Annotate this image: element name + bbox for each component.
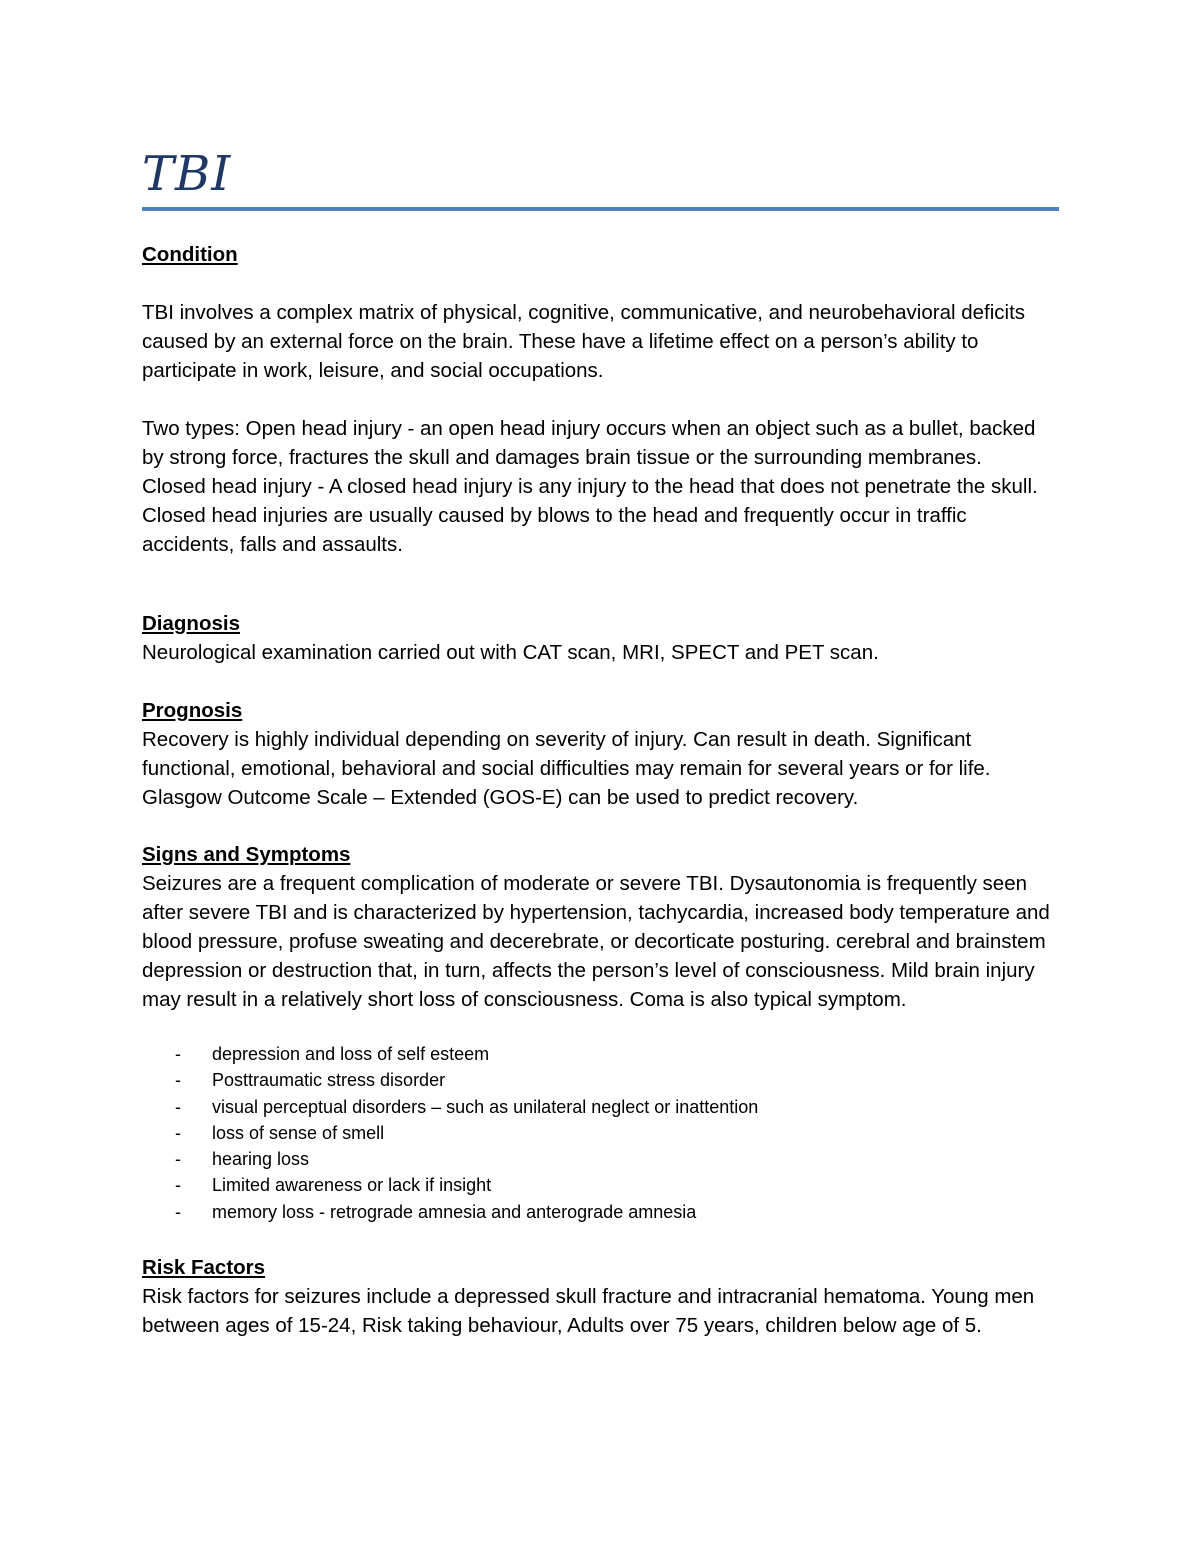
dash-bullet: - (175, 1149, 181, 1170)
diagnosis-heading: Diagnosis (142, 612, 240, 635)
document-title: TBI (142, 146, 232, 202)
symptoms-list (142, 1041, 1042, 1225)
condition-paragraph-1: TBI involves a complex matrix of physical, cognitive, communicative, and neurobehavioral deficits caused by an external force on the brain. These have a lifetime effect on a person’s ability to participate in work, leisure, and social occupations. (142, 301, 1026, 382)
list-item: - visual perceptual disorders – such as unilateral neglect or inattention (142, 1094, 1042, 1120)
list-item: - loss of sense of smell (142, 1120, 1042, 1146)
signs-heading: Signs and Symptoms (142, 843, 351, 866)
list-item: - depression and loss of self esteem (142, 1041, 1042, 1067)
list-item: - hearing loss (142, 1146, 1042, 1172)
dash-bullet: - (175, 1175, 181, 1196)
dash-bullet: - (175, 1096, 181, 1117)
list-item: - memory loss - retrograde amnesia and anterograde amnesia (142, 1199, 1042, 1225)
dash-bullet: - (175, 1122, 181, 1143)
dash-bullet: - (175, 1201, 181, 1222)
signs-section (142, 840, 1062, 1014)
prognosis-heading: Prognosis (142, 699, 243, 722)
risk-section (142, 1253, 1062, 1340)
prognosis-text: Recovery is highly individual depending on severity of injury. Can result in death. Significant functional, emotional, behavioral and social difficulties may remain for several years or for life. Glasgow Outcome Scale – Extended (GOS-E) can be used to predict recovery. (142, 728, 991, 809)
signs-text: Seizures are a frequent complication of moderate or severe TBI. Dysautonomia is frequently seen after severe TBI and is characterized by hypertension, tachycardia, increased body temperature and blood pressure, profuse sweating and decerebrate, or decorticate posturing. cerebral and brainstem depression or destruction that, in turn, affects the person’s level of consciousness. Mild brain injury may result in a relatively short loss of consciousness. Coma is also typical symptom. (142, 872, 1050, 1011)
condition-paragraph-3: Closed head injury - A closed head injury is any injury to the head that does not penetrate the skull. Closed head injuries are usually caused by blows to the head and frequently occur in traffic accidents, falls and assaults. (142, 475, 1038, 556)
condition-section (142, 240, 1062, 559)
list-item: - Limited awareness or lack if insight (142, 1172, 1042, 1198)
prognosis-section (142, 696, 1062, 812)
dash-bullet: - (175, 1044, 181, 1064)
diagnosis-text: Neurological examination carried out with CAT scan, MRI, SPECT and PET scan. (142, 641, 879, 664)
list-item: - Posttraumatic stress disorder (142, 1067, 1042, 1093)
title-rule (142, 207, 1059, 211)
condition-paragraph-2: Two types: Open head injury - an open head injury occurs when an object such as a bullet, backed by strong force, fractures the skull and damages brain tissue or the surrounding membranes. (142, 417, 1036, 469)
risk-text: Risk factors for seizures include a depressed skull fracture and intracranial hematoma. Young men between ages of 15-24, Risk taking behaviour, Adults over 75 years, children below age of 5. (142, 1285, 1035, 1337)
condition-heading: Condition (142, 243, 238, 266)
dash-bullet: - (175, 1070, 181, 1091)
risk-heading: Risk Factors (142, 1256, 266, 1279)
diagnosis-section (142, 609, 1062, 667)
